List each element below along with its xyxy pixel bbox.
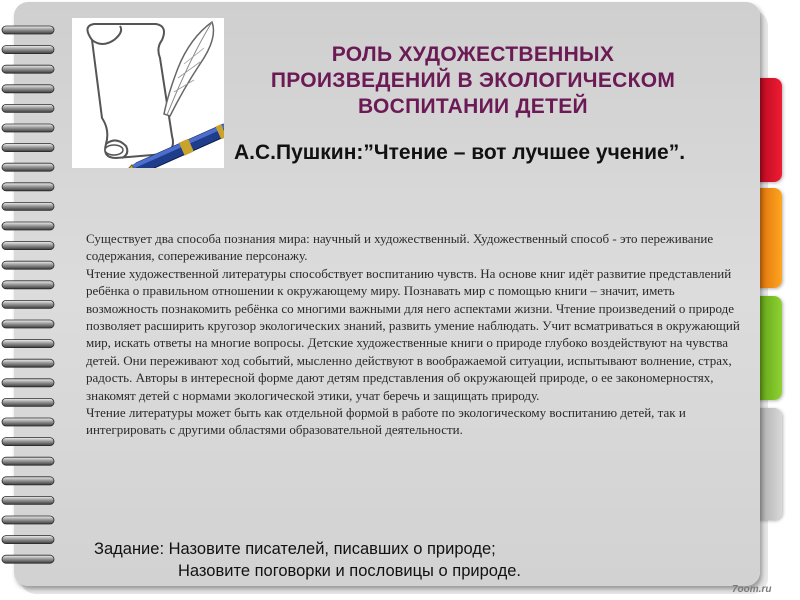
- slide-title: РОЛЬ ХУДОЖЕСТВЕННЫХ ПРОИЗВЕДЕНИЙ В ЭКОЛОГИЧЕСКОМ ВОСПИТАНИИ ДЕТЕЙ: [270, 43, 676, 118]
- spiral-ring: [2, 163, 54, 171]
- spiral-ring: [2, 536, 54, 544]
- task-block: [94, 538, 654, 582]
- pushkin-quote: А.С.Пушкин:”Чтение – вот лучшее учение”.: [234, 141, 686, 164]
- spiral-ring: [2, 222, 54, 230]
- spiral-ring: [2, 477, 54, 485]
- task-line-1: Задание: Назовите писателей, писавших о природе;: [94, 540, 496, 558]
- spiral-ring: [2, 261, 54, 269]
- watermark: 7oom.ru: [732, 584, 772, 595]
- spiral-ring: [2, 516, 54, 524]
- spiral-ring: [2, 320, 54, 328]
- spiral-ring: [2, 418, 54, 426]
- task-line-2: Назовите поговорки и пословицы о природе.: [178, 562, 521, 580]
- notebook-spiral: [0, 22, 60, 582]
- spiral-ring: [2, 144, 54, 152]
- spiral-ring: [2, 359, 54, 367]
- spiral-ring: [2, 124, 54, 132]
- spiral-ring: [2, 457, 54, 465]
- spiral-ring: [2, 46, 54, 54]
- spiral-ring: [2, 183, 54, 191]
- spiral-ring: [2, 438, 54, 446]
- spiral-ring: [2, 242, 54, 250]
- spiral-ring: [2, 340, 54, 348]
- paragraph-2: Чтение художественной литературы способствует воспитанию чувств. На основе книг идёт развитие представлений ребёнка о правильном отношении к окружающему миру. Познавать мир с помощью книги – значит, иметь возможность познакомить ребёнка со многими важными для него аспектами жизни. Чтение произведений о природе позволяет расширить кругозор экологических знаний, развить умение наблюдать. Учит всматриваться в окружающий мир, искать ответы на многие вопросы. Детские художественные книги о природе глубоко воздействуют на чувства детей. Они переживают ход событий, мысленно действуют в воображаемой ситуации, испытывают волнение, страх, радость. Авторы в интересной форме дают детям представления об окружающей природе, о ее закономерностях, знакомят детей с нормами экологической этики, учат беречь и защищать природу.: [86, 265, 740, 403]
- body-text: [86, 230, 746, 439]
- paragraph-3: Чтение литературы может быть как отдельной формой в работе по экологическому воспитанию детей, так и интегрировать с другими областями образовательной деятельности.: [86, 405, 686, 438]
- spiral-ring: [2, 65, 54, 73]
- scroll-quill-pen-icon: [72, 18, 224, 168]
- spiral-ring: [2, 26, 54, 34]
- spiral-ring: [2, 281, 54, 289]
- spiral-ring: [2, 398, 54, 406]
- spiral-ring: [2, 300, 54, 308]
- spiral-ring: [2, 555, 54, 563]
- spiral-ring: [2, 202, 54, 210]
- spiral-ring: [2, 85, 54, 93]
- spiral-ring: [2, 496, 54, 504]
- spiral-ring: [2, 379, 54, 387]
- paragraph-1: Существует два способа познания мира: научный и художественный. Художественный способ - это переживание содержания, сопереживание персонажу.: [86, 231, 714, 264]
- spiral-ring: [2, 104, 54, 112]
